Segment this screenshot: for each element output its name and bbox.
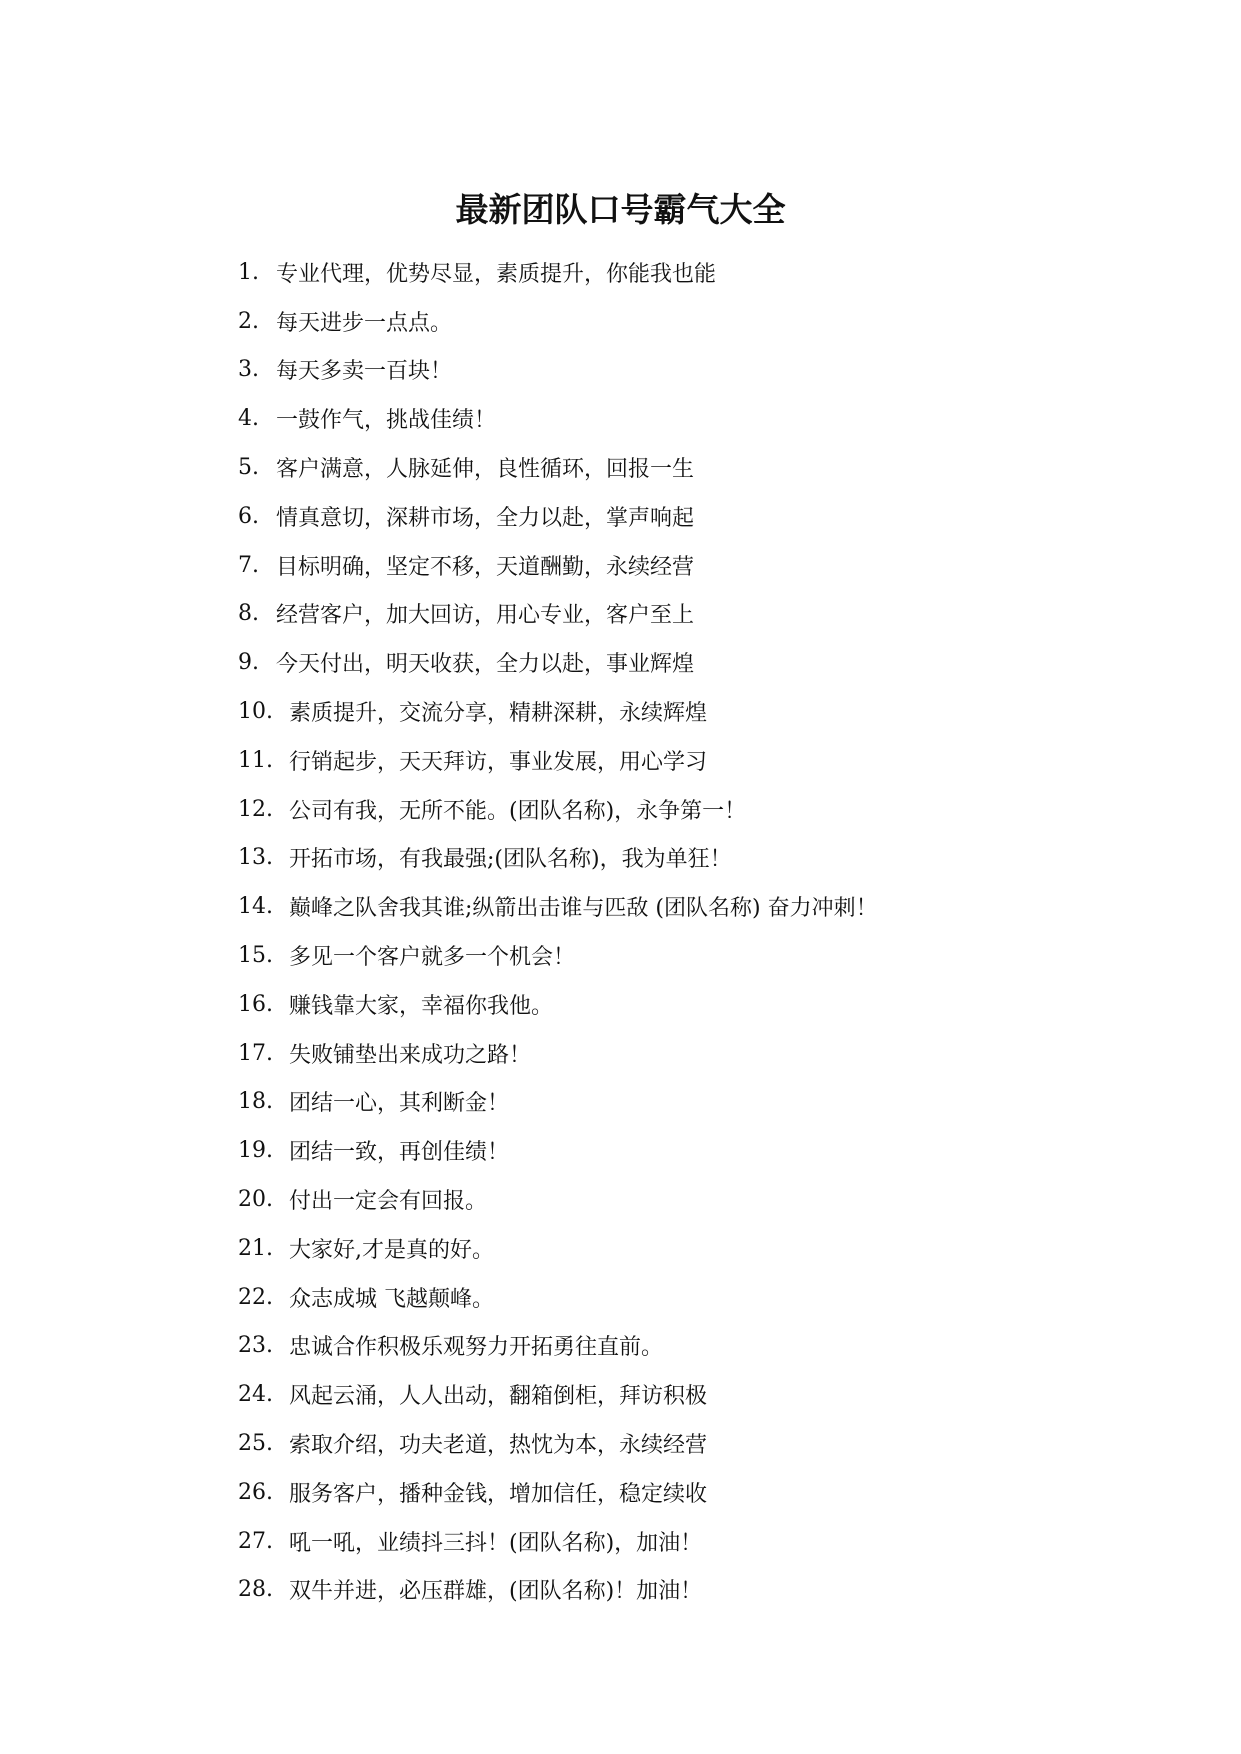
item-number: 16. — [238, 991, 273, 1017]
item-number: 13. — [238, 845, 273, 871]
item-text: 每天进步一点点。 — [276, 310, 453, 336]
item-text: 客户满意，人脉延伸，良性循环，回报一生 — [276, 457, 695, 483]
item-text: 目标明确，坚定不移，天道酬勤，永续经营 — [276, 554, 695, 580]
item-number: 7. — [238, 552, 259, 578]
item-number: 24. — [238, 1382, 273, 1408]
item-number: 20. — [238, 1187, 273, 1213]
list-item — [238, 1029, 998, 1078]
item-text: 付出一定会有回报。 — [289, 1189, 488, 1215]
item-number: 19. — [238, 1138, 273, 1164]
item-number: 4. — [238, 406, 259, 432]
item-number: 28. — [238, 1577, 273, 1603]
item-text: 服务客户，播种金钱，增加信任，稳定续收 — [289, 1481, 708, 1507]
item-number: 17. — [238, 1040, 273, 1066]
item-text: 赚钱靠大家，幸福你我他。 — [289, 993, 554, 1019]
item-number: 15. — [238, 943, 273, 969]
item-number: 1. — [238, 259, 259, 285]
list-item — [238, 492, 998, 541]
item-text: 团结一致，再创佳绩！ — [289, 1140, 510, 1166]
item-text: 经营客户，加大回访，用心专业，客户至上 — [276, 603, 695, 629]
list-item — [238, 1322, 998, 1371]
list-item — [238, 541, 998, 590]
item-text: 团结一心，其利断金！ — [289, 1091, 510, 1117]
list-item — [238, 248, 998, 297]
item-text: 开拓市场，有我最强;(团队名称)，我为单狂！ — [289, 847, 732, 873]
item-number: 5. — [238, 455, 259, 481]
list-item — [238, 590, 998, 639]
item-number: 9. — [238, 650, 259, 676]
list-item — [238, 1078, 998, 1127]
item-text: 众志成城 飞越颠峰。 — [289, 1286, 494, 1312]
item-number: 12. — [238, 796, 273, 822]
item-text: 行销起步，天天拜访，事业发展，用心学习 — [289, 749, 708, 775]
list-item — [238, 1468, 998, 1517]
list-item — [238, 1566, 998, 1615]
item-number: 27. — [238, 1528, 273, 1554]
list-item — [238, 394, 998, 443]
item-number: 21. — [238, 1235, 273, 1261]
list-item — [238, 638, 998, 687]
item-text: 今天付出，明天收获，全力以赴，事业辉煌 — [276, 652, 695, 678]
item-number: 2. — [238, 308, 259, 334]
slogan-list — [238, 248, 998, 1614]
list-item — [238, 736, 998, 785]
list-item — [238, 1126, 998, 1175]
item-number: 3. — [238, 357, 259, 383]
item-text: 风起云涌，人人出动，翻箱倒柜，拜访积极 — [289, 1384, 708, 1410]
item-number: 8. — [238, 601, 259, 627]
item-number: 14. — [238, 894, 273, 920]
list-item — [238, 687, 998, 736]
item-text: 专业代理，优势尽显，素质提升，你能我也能 — [276, 261, 717, 287]
list-item — [238, 931, 998, 980]
item-text: 失败铺垫出来成功之路！ — [289, 1042, 532, 1068]
item-number: 23. — [238, 1333, 273, 1359]
item-number: 18. — [238, 1089, 273, 1115]
item-text: 大家好,才是真的好。 — [289, 1237, 494, 1263]
item-number: 25. — [238, 1431, 273, 1457]
item-number: 11. — [238, 747, 273, 773]
list-item — [238, 1224, 998, 1273]
item-number: 6. — [238, 503, 259, 529]
item-number: 26. — [238, 1479, 273, 1505]
list-item — [238, 1175, 998, 1224]
item-text: 巅峰之队舍我其谁;纵箭出击谁与匹敌 (团队名称) 奋力冲刺！ — [289, 896, 878, 922]
list-item — [238, 297, 998, 346]
item-text: 双牛并进，必压群雄，(团队名称)！加油！ — [289, 1579, 703, 1605]
list-item — [238, 1273, 998, 1322]
item-text: 吼一吼，业绩抖三抖！(团队名称)，加油！ — [289, 1530, 703, 1556]
list-item — [238, 1419, 998, 1468]
item-text: 情真意切，深耕市场，全力以赴，掌声响起 — [276, 505, 695, 531]
item-text: 素质提升，交流分享，精耕深耕，永续辉煌 — [289, 701, 708, 727]
list-item — [238, 980, 998, 1029]
item-text: 多见一个客户就多一个机会！ — [289, 945, 576, 971]
item-text: 一鼓作气，挑战佳绩！ — [276, 408, 497, 434]
list-item — [238, 834, 998, 883]
item-text: 索取介绍，功夫老道，热忱为本，永续经营 — [289, 1433, 708, 1459]
list-item — [238, 1517, 998, 1566]
list-item — [238, 443, 998, 492]
item-number: 10. — [238, 699, 273, 725]
list-item — [238, 882, 998, 931]
item-text: 忠诚合作积极乐观努力开拓勇往直前。 — [289, 1335, 664, 1361]
item-text: 每天多卖一百块！ — [276, 359, 453, 385]
item-number: 22. — [238, 1284, 273, 1310]
list-item — [238, 1370, 998, 1419]
item-text: 公司有我，无所不能。(团队名称)，永争第一！ — [289, 798, 747, 824]
page-title: 最新团队口号霸气大全 — [455, 190, 786, 229]
list-item — [238, 346, 998, 395]
list-item — [238, 785, 998, 834]
